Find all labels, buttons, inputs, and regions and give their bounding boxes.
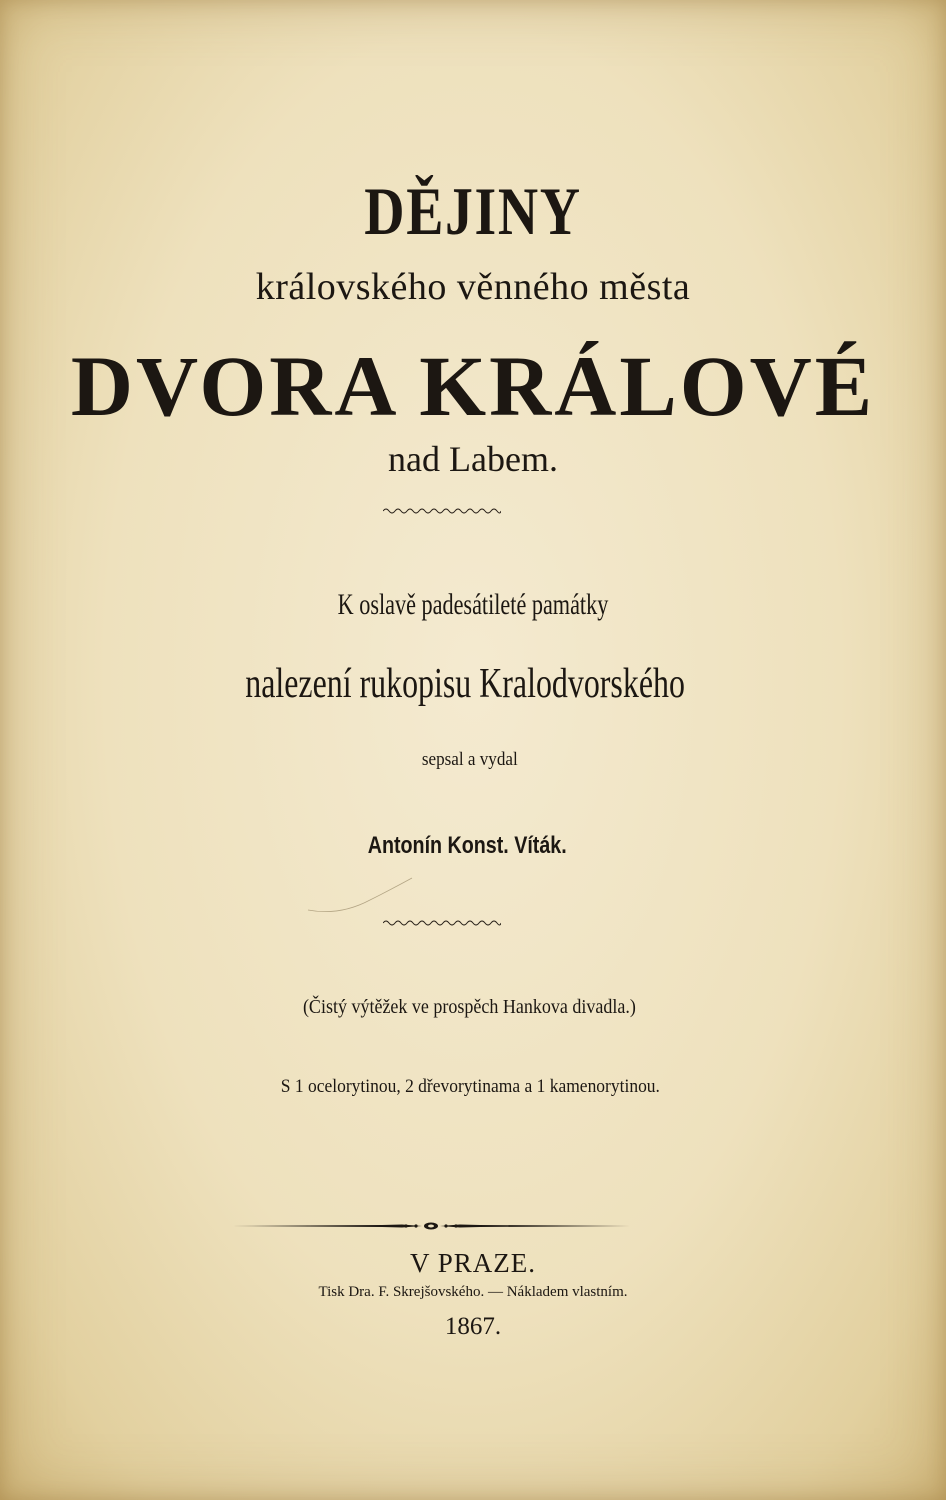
imprint-printer: Tisk Dra. F. Skrejšovského. — Nákladem vlastním. bbox=[318, 1284, 628, 1300]
occasion-line-2: nalezení rukopisu Kralodvorského bbox=[245, 661, 685, 707]
book-title: DĚJINY bbox=[364, 173, 582, 249]
illustrations-note: S 1 ocelorytinou, 2 dřevorytinama a 1 kamenorytinou. bbox=[280, 1076, 660, 1097]
wavy-divider bbox=[383, 918, 501, 928]
proceeds-note: (Čistý výtěžek ve prospěch Hankova divadla.) bbox=[302, 996, 636, 1018]
town-name: DVORA KRÁLOVÉ bbox=[70, 338, 876, 434]
imprint-place: V PRAZE. bbox=[409, 1248, 537, 1278]
wavy-divider bbox=[383, 506, 501, 516]
pencil-mark bbox=[300, 870, 420, 920]
ornamental-rule bbox=[232, 1218, 630, 1234]
author-name: Antonín Konst. Víták. bbox=[367, 832, 567, 859]
town-location: nad Labem. bbox=[388, 439, 558, 479]
byline: sepsal a vydal bbox=[421, 749, 518, 770]
book-subtitle: královského věnného města bbox=[255, 266, 691, 308]
imprint-year: 1867. bbox=[444, 1313, 502, 1340]
occasion-line-1: K oslavě padesátileté památky bbox=[337, 588, 609, 621]
